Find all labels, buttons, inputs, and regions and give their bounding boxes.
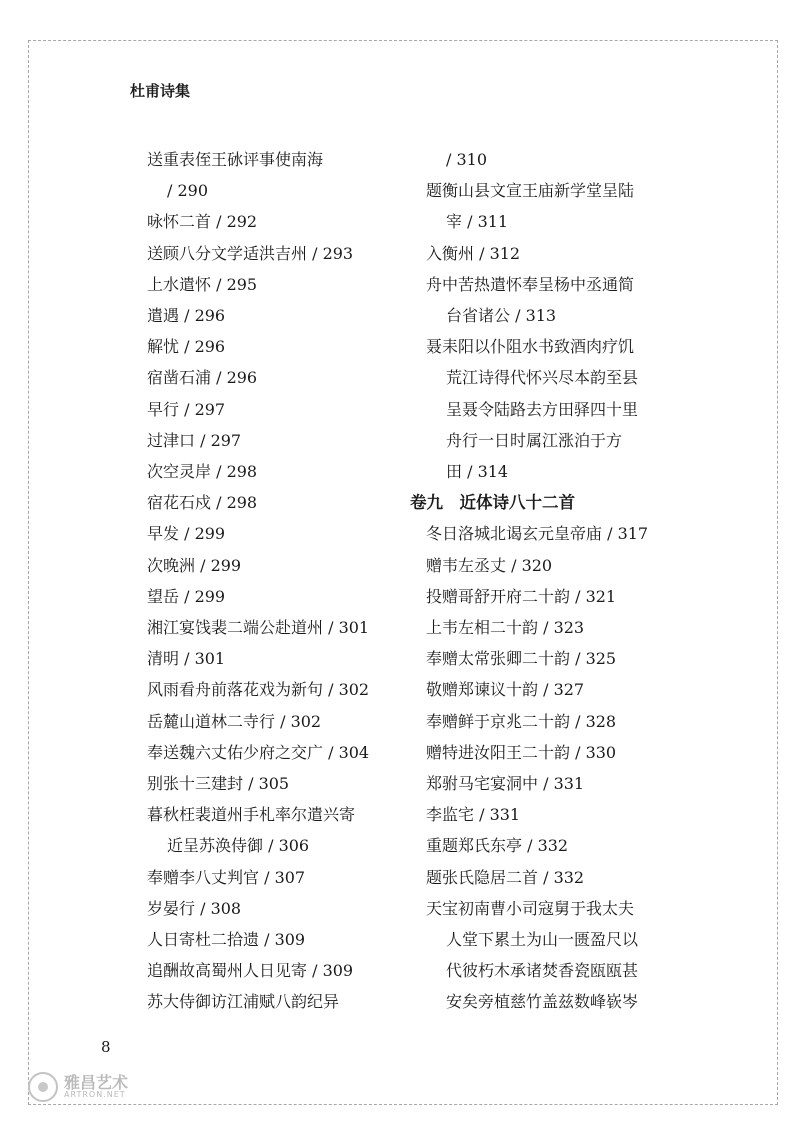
- toc-entry-continuation: / 290: [167, 181, 209, 201]
- toc-entry: [147, 518, 417, 549]
- toc-entry: [410, 830, 685, 861]
- toc-entry-title: 奉赠太常张卿二十韵 / 325: [426, 649, 617, 669]
- toc-entry-continuation: 荒江诗得代怀兴尽本韵至县: [446, 368, 639, 388]
- toc-entry-title: 解忧 / 296: [147, 337, 226, 357]
- toc-entry-title: 苏大侍御访江浦赋八韵纪异: [147, 992, 340, 1012]
- watermark-cn: 雅昌艺术: [64, 1073, 129, 1092]
- toc-entry-title: 赠特进汝阳王二十韵 / 330: [426, 742, 617, 762]
- section-heading: 卷九 近体诗八十二首: [410, 493, 575, 513]
- toc-entry: [147, 425, 417, 456]
- toc-entry: [147, 643, 417, 674]
- toc-entry-title: 投赠哥舒开府二十韵 / 321: [426, 586, 617, 606]
- toc-entry: [410, 893, 685, 1018]
- toc-entry-title: 敬赠郑谏议十韵 / 327: [426, 680, 585, 700]
- toc-entry: [410, 643, 685, 674]
- toc-entry-title: 奉赠李八丈判官 / 307: [147, 867, 306, 887]
- toc-entry-continuation: 安矣旁植慈竹盖兹数峰嵚岑: [446, 992, 639, 1012]
- toc-entry-title: 送重表侄王砅评事使南海: [147, 150, 324, 169]
- toc-entry-title: 冬日洛城北谒玄元皇帝庙 / 317: [426, 524, 649, 544]
- toc-entry: [410, 550, 685, 581]
- page-number: 8: [101, 1038, 111, 1056]
- toc-entry: [147, 269, 417, 300]
- toc-entry: [147, 487, 417, 518]
- toc-entry-title: 聂耒阳以仆阻水书致酒肉疗饥: [426, 337, 635, 357]
- toc-entry-title: 舟中苦热遣怀奉呈杨中丞通简: [426, 274, 635, 294]
- toc-entry-title: 暮秋枉裴道州手札率尔遣兴寄: [147, 805, 356, 825]
- toc-entry-title: 咏怀二首 / 292: [147, 212, 258, 232]
- toc-entry-title: 早发 / 299: [147, 524, 226, 544]
- toc-entry: [147, 300, 417, 331]
- toc-entry-continuation: 舟行一日时属江涨泊于方: [446, 430, 623, 450]
- toc-entry: [147, 362, 417, 393]
- toc-entry-title: 郑驸马宅宴洞中 / 331: [426, 774, 585, 794]
- toc-entry-title: 赠韦左丞丈 / 320: [426, 555, 553, 575]
- toc-entry-title: 岁晏行 / 308: [147, 898, 242, 918]
- toc-right-column: [410, 144, 685, 1018]
- toc-entry-continuation: 呈聂令陆路去方田驿四十里: [446, 399, 639, 419]
- toc-entry-title: 奉送魏六丈佑少府之交广 / 304: [147, 742, 370, 762]
- toc-entry: [147, 862, 417, 893]
- toc-entry: [410, 862, 685, 893]
- toc-entry-title: 上水遣怀 / 295: [147, 274, 258, 294]
- watermark-en: ARTRON.NET: [64, 1090, 126, 1099]
- toc-entry-title: 李监宅 / 331: [426, 805, 521, 825]
- toc-entry: [147, 394, 417, 425]
- toc-entry: [410, 737, 685, 768]
- toc-entry-continuation: / 310: [446, 150, 488, 169]
- toc-entry: [147, 206, 417, 237]
- toc-entry: [147, 581, 417, 612]
- toc-entry-continuation: 宰 / 311: [446, 212, 509, 232]
- toc-entry-continuation: 田 / 314: [446, 462, 509, 482]
- toc-entry-title: 送顾八分文学适洪吉州 / 293: [147, 243, 354, 263]
- toc-entry: [147, 456, 417, 487]
- toc-entry: [410, 581, 685, 612]
- toc-entry: [410, 238, 685, 269]
- toc-entry: [410, 331, 685, 487]
- toc-entry: [147, 768, 417, 799]
- toc-entry-title: 次空灵岸 / 298: [147, 462, 258, 482]
- toc-entry-title: 上韦左相二十韵 / 323: [426, 618, 585, 638]
- toc-entry-title: 奉赠鲜于京兆二十韵 / 328: [426, 711, 617, 731]
- toc-entry-title: 人日寄杜二拾遗 / 309: [147, 930, 306, 950]
- toc-entry: [147, 955, 417, 986]
- toc-entry-title: 望岳 / 299: [147, 586, 226, 606]
- toc-entry-title: 别张十三建封 / 305: [147, 774, 290, 794]
- toc-entry: [147, 924, 417, 955]
- toc-entry-title: 清明 / 301: [147, 649, 226, 669]
- toc-entry-title: 追酬故高蜀州人日见寄 / 309: [147, 961, 354, 981]
- toc-entry: [147, 238, 417, 269]
- toc-entry: [147, 550, 417, 581]
- toc-entry: [410, 799, 685, 830]
- toc-entry-continuation: 近呈苏涣侍御 / 306: [167, 836, 310, 856]
- toc-entry-title: 天宝初南曹小司寇舅于我太夫: [426, 898, 635, 918]
- toc-entry: [147, 737, 417, 768]
- toc-entry-title: 过津口 / 297: [147, 430, 242, 450]
- toc-entry-title: 宿凿石浦 / 296: [147, 368, 258, 388]
- toc-entry: [147, 893, 417, 924]
- running-head: 杜甫诗集: [130, 82, 191, 100]
- toc-entry: [147, 986, 417, 1017]
- toc-entry: [147, 144, 417, 206]
- watermark: [28, 1072, 128, 1102]
- toc-entry: [410, 674, 685, 705]
- toc-left-column: [147, 144, 417, 1018]
- toc-entry: [410, 612, 685, 643]
- watermark-logo-icon: [28, 1072, 58, 1102]
- toc-entry-title: 重题郑氏东亭 / 332: [426, 836, 569, 856]
- toc-entry: [147, 331, 417, 362]
- toc-entry-title: 风雨看舟前落花戏为新句 / 302: [147, 680, 370, 700]
- toc-entry-title: 次晚洲 / 299: [147, 555, 242, 575]
- toc-entry-title: 遣遇 / 296: [147, 306, 226, 326]
- toc-entry-title: 早行 / 297: [147, 399, 226, 419]
- toc-entry-title: 题张氏隐居二首 / 332: [426, 867, 585, 887]
- toc-entry-continuation: 代彼朽木承诸焚香瓷瓯瓯甚: [446, 961, 639, 981]
- toc-entry: [410, 706, 685, 737]
- toc-entry: [410, 518, 685, 549]
- toc-entry-title: 题衡山县文宣王庙新学堂呈陆: [426, 181, 635, 201]
- toc-entry-title: 宿花石戍 / 298: [147, 493, 258, 513]
- toc-entry-continuation: 台省诸公 / 313: [446, 306, 557, 326]
- toc-entry-continuation: 人堂下累土为山一匮盈尺以: [446, 930, 639, 950]
- toc-entry: [147, 612, 417, 643]
- toc-entry-title: 湘江宴饯裴二端公赴道州 / 301: [147, 618, 370, 638]
- toc-entry: [147, 674, 417, 705]
- toc-entry: [410, 175, 685, 237]
- toc-entry-title: 岳麓山道林二寺行 / 302: [147, 711, 322, 731]
- toc-entry-title: 入衡州 / 312: [426, 243, 521, 263]
- toc-entry: [147, 706, 417, 737]
- toc-entry: [410, 768, 685, 799]
- toc-entry: [410, 269, 685, 331]
- toc-entry: [147, 799, 417, 861]
